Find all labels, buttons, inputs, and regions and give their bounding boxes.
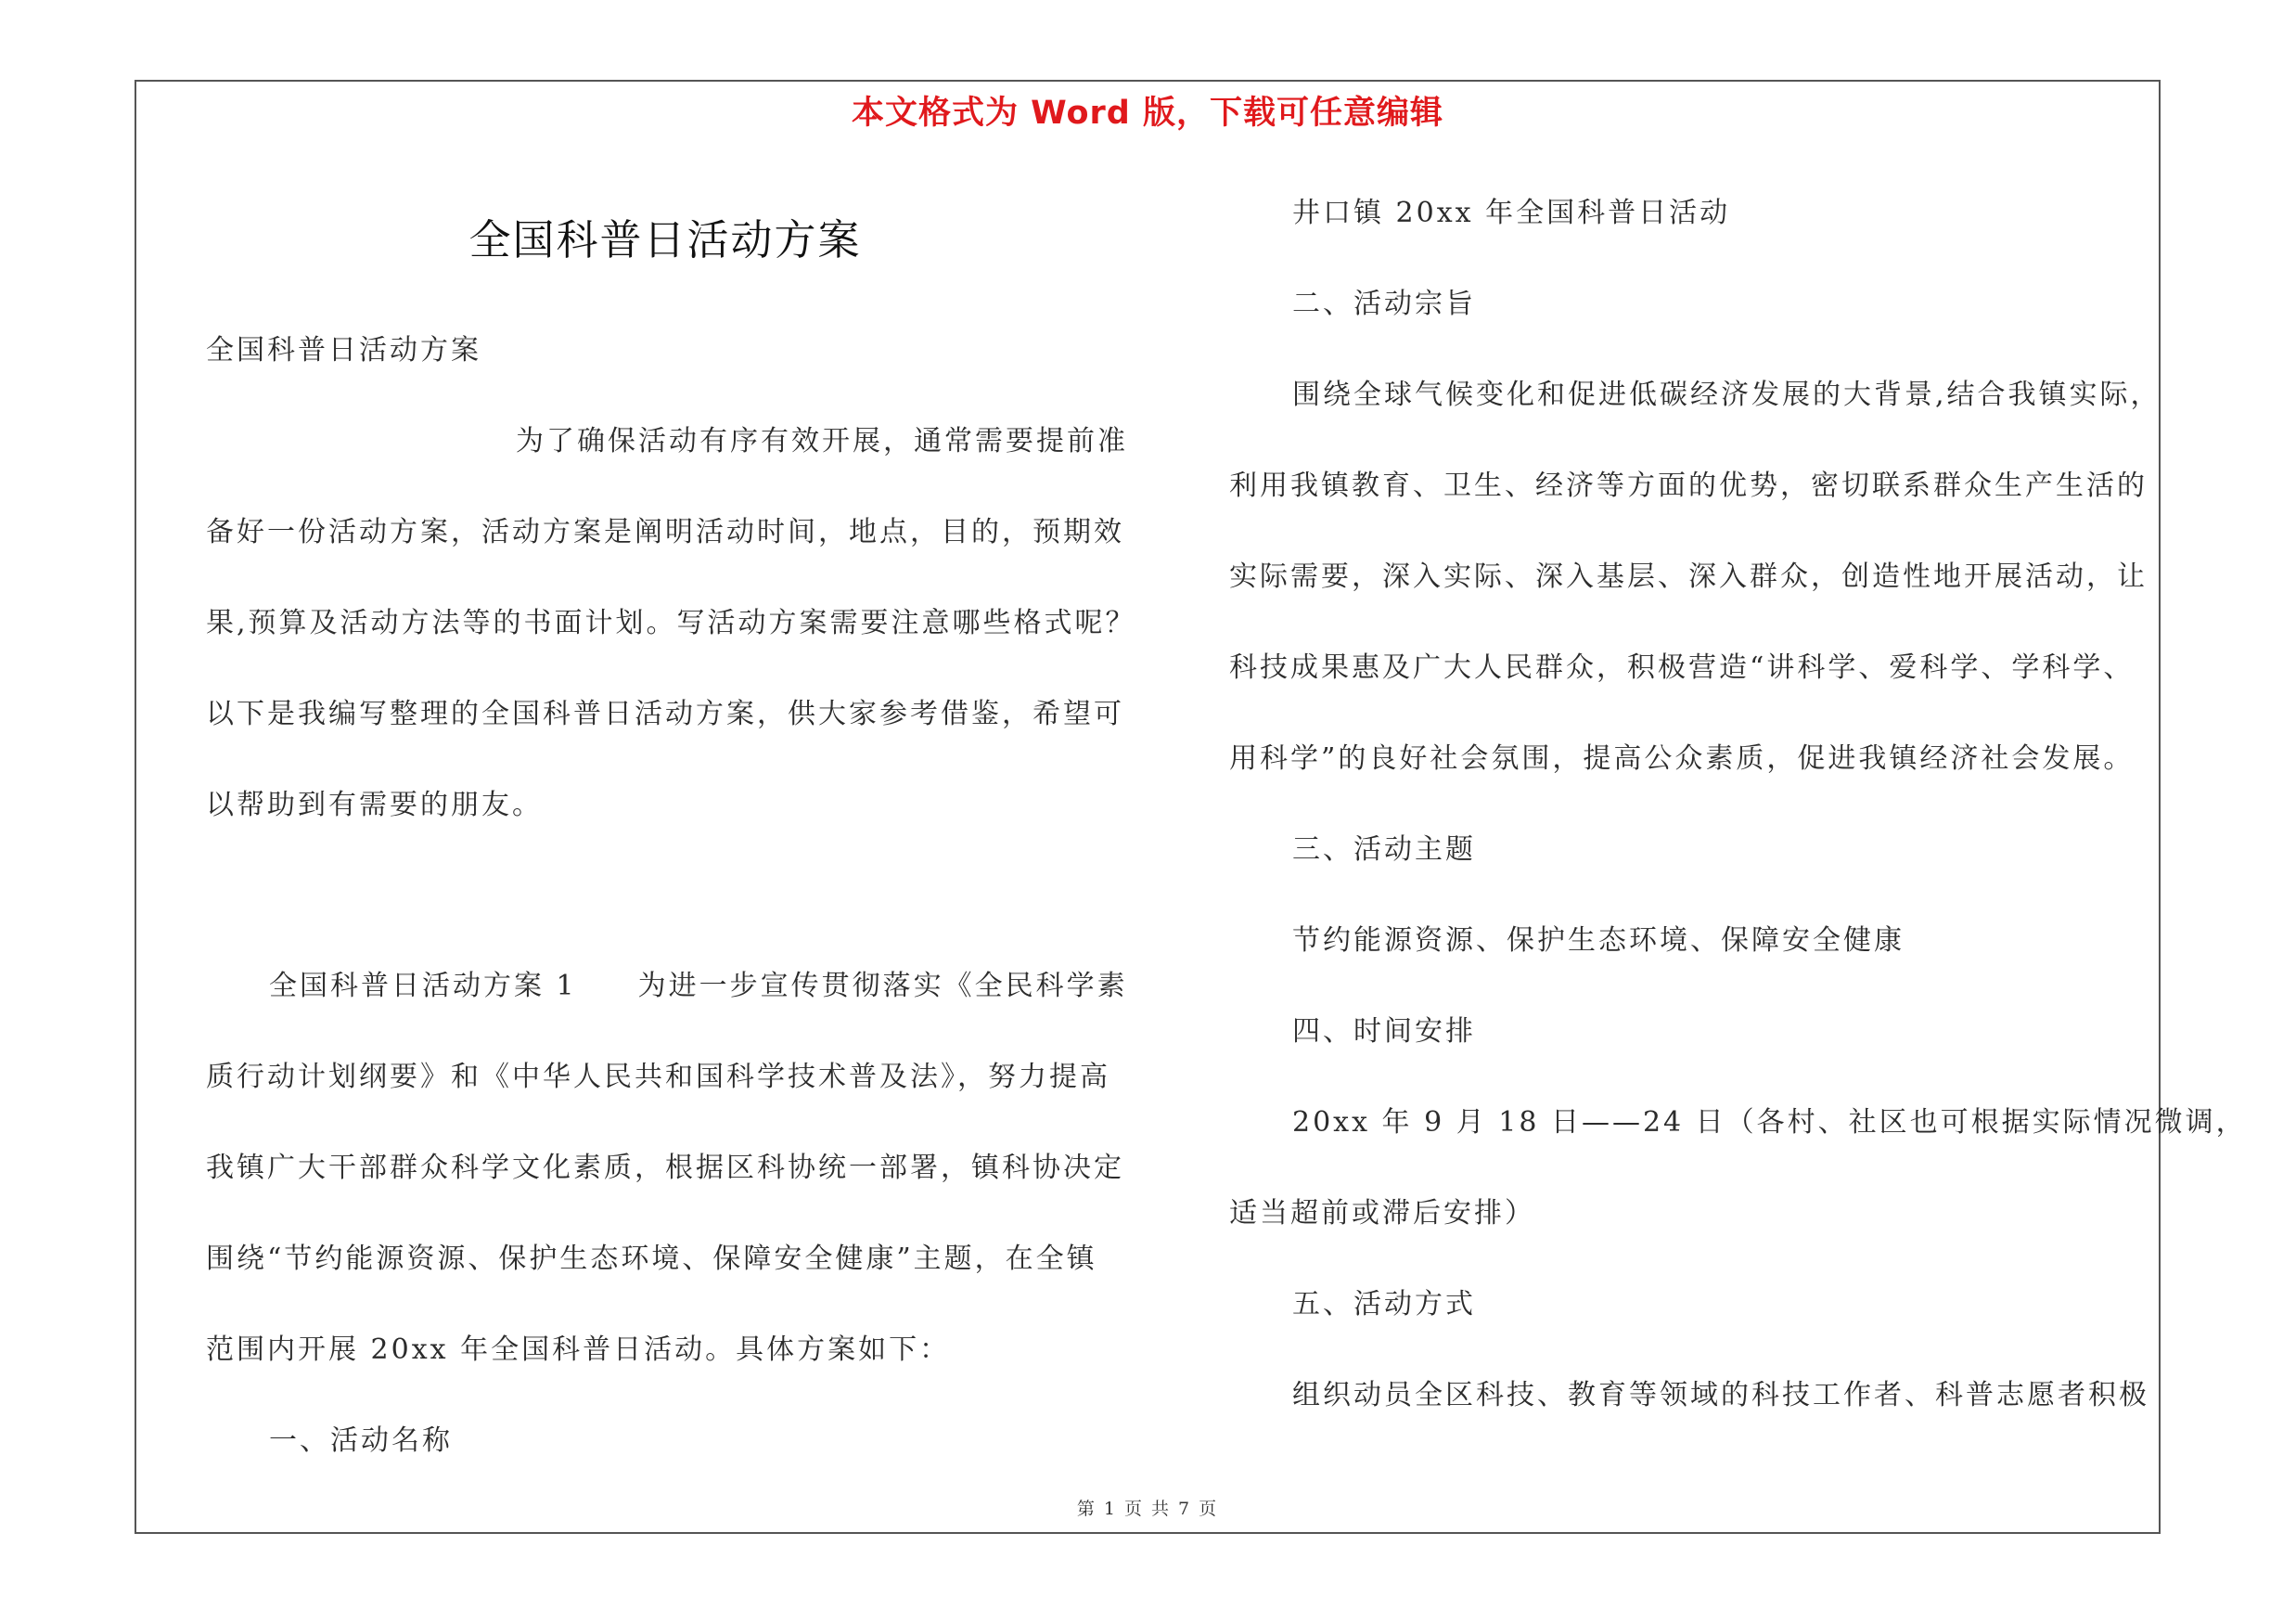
- paragraph-line: 用科学”的良好社会氛围，提高公众素质，促进我镇经济社会发展。: [1229, 742, 2135, 775]
- section-heading: 五、活动方式: [1292, 1288, 1476, 1320]
- page-number-footer: 第 1 页 共 7 页: [1076, 1499, 1219, 1519]
- paragraph-line: 实际需要，深入实际、深入基层、深入群众，创造性地开展活动，让: [1229, 560, 2148, 593]
- section-heading: 一、活动名称: [269, 1424, 453, 1457]
- paragraph-line: 范围内开展 20xx 年全国科普日活动。具体方案如下：: [206, 1333, 951, 1366]
- paragraph-line: 全国科普日活动方案 1 为进一步宣传贯彻落实《全民科学素: [269, 970, 1128, 1002]
- paragraph-line: 围绕“节约能源资源、保护生态环境、保障安全健康”主题，在全镇: [206, 1243, 1097, 1275]
- section-heading: 四、时间安排: [1292, 1015, 1476, 1048]
- paragraph-line: 科技成果惠及广大人民群众，积极营造“讲科学、爱科学、学科学、: [1229, 651, 2135, 684]
- paragraph-line: 以下是我编写整理的全国科普日活动方案，供大家参考借鉴，希望可: [206, 698, 1124, 730]
- paragraph-line: 以帮助到有需要的朋友。: [206, 789, 543, 821]
- paragraph-line: 我镇广大干部群众科学文化素质，根据区科协统一部署，镇科协决定: [206, 1152, 1124, 1184]
- paragraph-line: 节约能源资源、保护生态环境、保障安全健康: [1292, 924, 1905, 957]
- paragraph-line: 质行动计划纲要》和《中华人民共和国科学技术普及法》，努力提高: [206, 1061, 1110, 1093]
- paragraph-line: 利用我镇教育、卫生、经济等方面的优势，密切联系群众生产生活的: [1229, 470, 2148, 502]
- paragraph-line: 全国科普日活动方案: [206, 334, 481, 367]
- paragraph-line: 适当超前或滞后安排）: [1229, 1197, 1535, 1230]
- paragraph-line: 组织动员全区科技、教育等领域的科技工作者、科普志愿者积极: [1292, 1379, 2149, 1411]
- paragraph-line: 备好一份活动方案，活动方案是阐明活动时间，地点，目的，预期效: [206, 516, 1124, 548]
- paragraph-line: 围绕全球气候变化和促进低碳经济发展的大背景,结合我镇实际，: [1292, 379, 2161, 411]
- paragraph-line: 井口镇 20xx 年全国科普日活动: [1292, 197, 1731, 229]
- paragraph-line: 果,预算及活动方法等的书面计划。写活动方案需要注意哪些格式呢？: [206, 607, 1136, 639]
- section-heading: 三、活动主题: [1292, 833, 1476, 866]
- section-heading: 二、活动宗旨: [1292, 288, 1476, 320]
- paragraph-line: 20xx 年 9 月 18 日——24 日（各村、社区也可根据实际情况微调，: [1292, 1106, 2247, 1139]
- format-banner: 本文格式为 Word 版，下载可任意编辑: [851, 95, 1444, 132]
- paragraph-line: 为了确保活动有序有效开展，通常需要提前准: [516, 425, 1128, 457]
- document-title: 全国科普日活动方案: [468, 215, 862, 264]
